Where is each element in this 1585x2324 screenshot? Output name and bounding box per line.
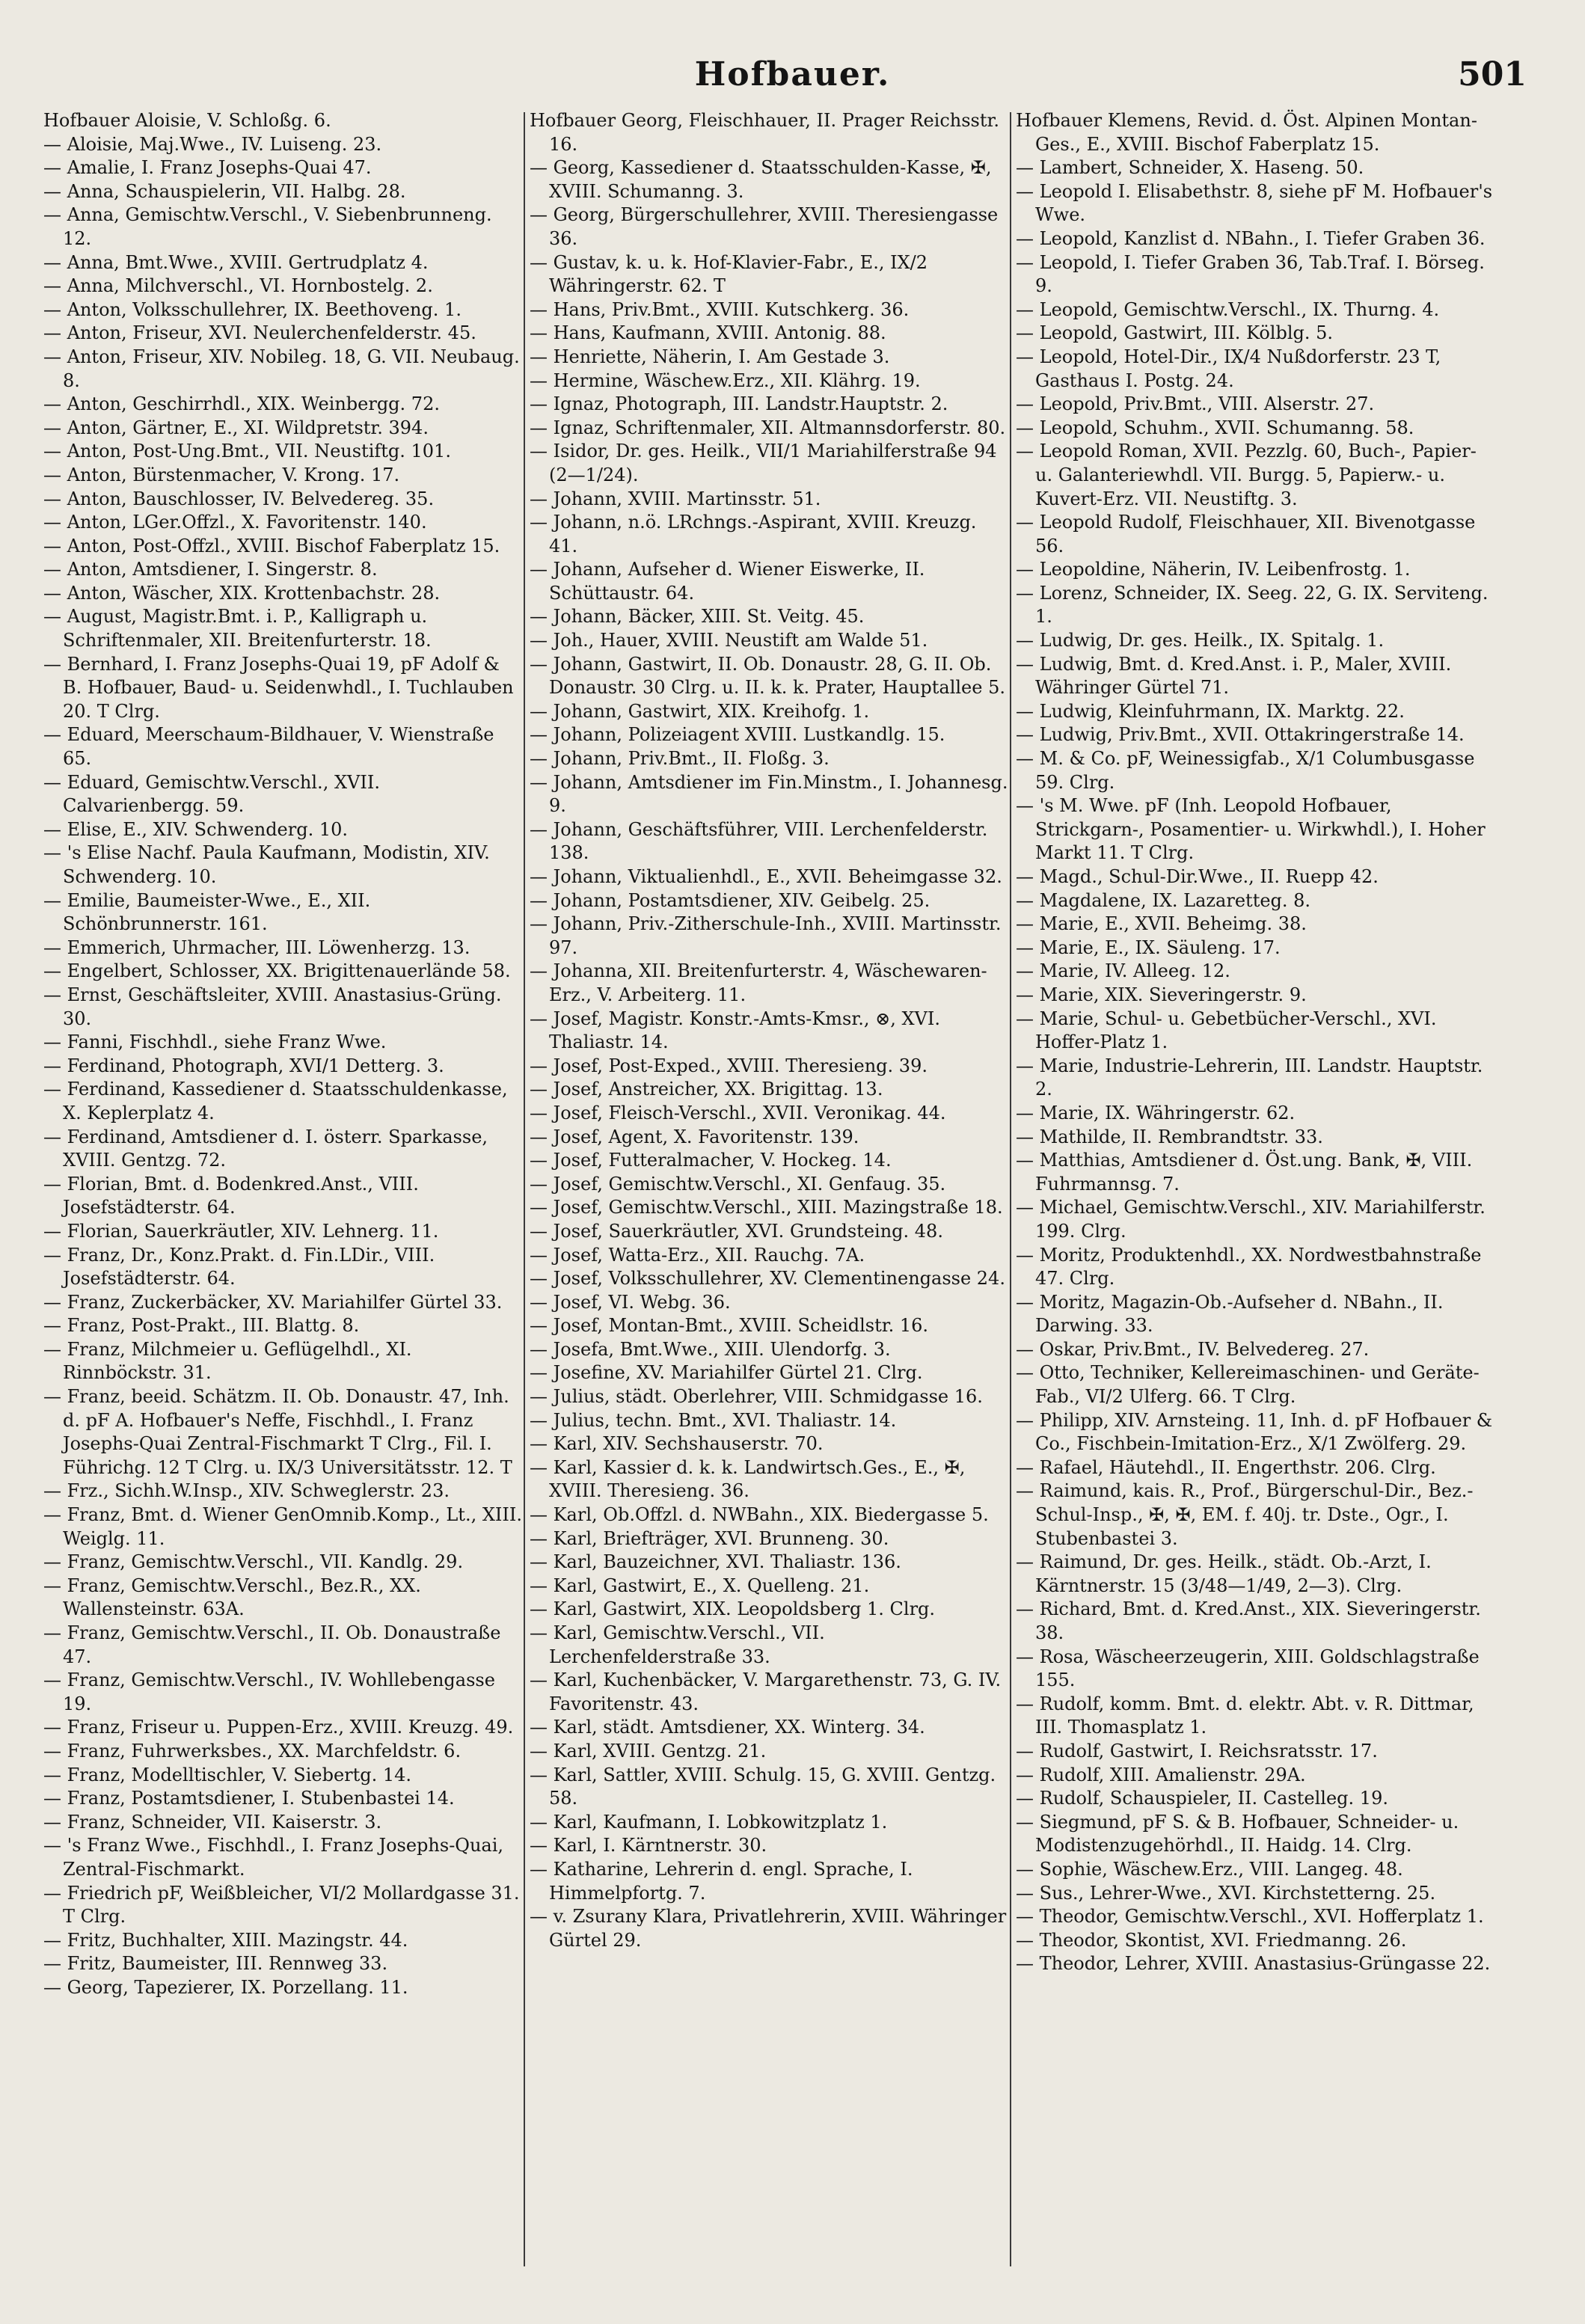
directory-entry: — Karl, Gastwirt, E., X. Quelleng. 21.	[530, 1575, 870, 1596]
directory-entry: — Johann, n.ö. LRchngs.-Aspirant, XVIII. Kreuzg. 41.	[530, 512, 977, 557]
directory-entry: — Hans, Kaufmann, XVIII. Antonig. 88.	[530, 322, 886, 344]
directory-entry: — Lorenz, Schneider, IX. Seeg. 22, G. IX. Serviteng. 1.	[1016, 582, 1489, 628]
directory-entry: Hofbauer Klemens, Revid. d. Öst. Alpinen Montan-Ges., E., XVIII. Bischof Faberplatz 15.	[1016, 110, 1477, 155]
directory-entry: — Aloisie, Maj.Wwe., IV. Luiseng. 23.	[43, 133, 382, 155]
directory-entry: — Johann, Priv.-Zitherschule-Inh., XVIII. Martinsstr. 97.	[530, 913, 1002, 958]
directory-entry: — Anton, LGer.Offzl., X. Favoritenstr. 140.	[43, 512, 427, 533]
directory-entry: — Moritz, Magazin-Ob.-Aufseher d. NBahn., II. Darwing. 33.	[1016, 1291, 1444, 1337]
directory-entry: — Leopold Roman, XVII. Pezzlg. 60, Buch-, Papier- u. Galanteriewhdl. VII. Burgg. 5, Papierw.- u. Kuvert-Erz. VII. Neustiftg. 3.	[1016, 441, 1477, 509]
directory-entry: — Amalie, I. Franz Josephs-Quai 47.	[43, 157, 372, 179]
directory-entry: — Marie, E., IX. Säuleng. 17.	[1016, 936, 1281, 958]
directory-entry: — Fritz, Buchhalter, XIII. Mazingstr. 44.	[43, 1929, 408, 1951]
directory-entry: — Isidor, Dr. ges. Heilk., VII/1 Mariahilferstraße 94 (2—1/24).	[530, 441, 997, 485]
column-1	[43, 109, 522, 2000]
directory-entry: — 's Elise Nachf. Paula Kaufmann, Modistin, XIV. Schwenderg. 10.	[43, 842, 490, 887]
directory-entry: — Anton, Post-Offzl., XVIII. Bischof Faberplatz 15.	[43, 535, 500, 557]
column-2	[530, 109, 1008, 1952]
directory-entry: — Bernhard, I. Franz Josephs-Quai 19, pF Adolf & B. Hofbauer, Baud- u. Seidenwhdl., I. Tuchlauben 20. T Clrg.	[43, 653, 514, 722]
directory-entry: — Marie, XIX. Sieveringerstr. 9.	[1016, 984, 1307, 1005]
directory-entry: — Karl, städt. Amtsdiener, XX. Winterg. 34.	[530, 1717, 925, 1738]
directory-entry: — Marie, Schul- u. Gebetbücher-Verschl., XVI. Hoffer-Platz 1.	[1016, 1008, 1437, 1053]
directory-entry: — Leopold, Priv.Bmt., VIII. Alserstr. 27.	[1016, 393, 1375, 415]
directory-entry: — Ludwig, Priv.Bmt., XVII. Ottakringerstraße 14.	[1016, 724, 1465, 746]
directory-entry: — Anton, Friseur, XVI. Neulerchenfelderstr. 45.	[43, 322, 476, 344]
directory-entry: — Franz, Postamtsdiener, I. Stubenbastei 14.	[43, 1788, 455, 1809]
directory-entry: — Karl, I. Kärntnerstr. 30.	[530, 1835, 767, 1857]
directory-entry: — M. & Co. pF, Weinessigfab., X/1 Columbusgasse 59. Clrg.	[1016, 748, 1475, 793]
directory-entry: — Fritz, Baumeister, III. Rennweg 33.	[43, 1953, 388, 1975]
directory-entry: — Rafael, Häutehdl., II. Engerthstr. 206. Clrg.	[1016, 1456, 1436, 1478]
directory-entry: — Rudolf, Schauspieler, II. Castelleg. 19.	[1016, 1788, 1388, 1809]
page-title: Hofbauer.	[694, 55, 891, 93]
directory-entry: — Frz., Sichh.W.Insp., XIV. Schweglerstr. 23.	[43, 1480, 450, 1502]
directory-entry: — Anna, Schauspielerin, VII. Halbg. 28.	[43, 180, 406, 202]
directory-entry: — Karl, Kaufmann, I. Lobkowitzplatz 1.	[530, 1811, 888, 1833]
directory-entry: — Anton, Bürstenmacher, V. Krong. 17.	[43, 464, 400, 485]
directory-entry: — Franz, Post-Prakt., III. Blattg. 8.	[43, 1315, 360, 1337]
directory-entry: — Moritz, Produktenhdl., XX. Nordwestbahnstraße 47. Clrg.	[1016, 1244, 1482, 1290]
directory-entry: — Henriette, Näherin, I. Am Gestade 3.	[530, 346, 890, 367]
directory-entry: — Anton, Volksschullehrer, IX. Beethoveng. 1.	[43, 298, 462, 320]
directory-entry: — Elise, E., XIV. Schwenderg. 10.	[43, 818, 349, 840]
directory-entry: — Raimund, Dr. ges. Heilk., städt. Ob.-Arzt, I. Kärntnerstr. 15 (3/48—1/49, 2—3). Clrg.	[1016, 1551, 1432, 1596]
directory-entry: — Emilie, Baumeister-Wwe., E., XII. Schönbrunnerstr. 161.	[43, 889, 371, 935]
directory-entry: — Raimund, kais. R., Prof., Bürgerschul-Dir., Bez.-Schul-Insp., ✠, ✠, EM. f. 40j. tr. Dste., Ogr., I. Stubenbastei 3.	[1016, 1480, 1474, 1549]
directory-entry: — Leopold I. Elisabethstr. 8, siehe pF M. Hofbauer's Wwe.	[1016, 180, 1493, 226]
directory-entry: — Hans, Priv.Bmt., XVIII. Kutschkerg. 36.	[530, 298, 910, 320]
directory-entry: — Marie, IV. Alleeg. 12.	[1016, 960, 1230, 982]
directory-entry: — Ludwig, Bmt. d. Kred.Anst. i. P., Maler, XVIII. Währinger Gürtel 71.	[1016, 653, 1452, 699]
directory-entry: — Magd., Schul-Dir.Wwe., II. Ruepp 42.	[1016, 866, 1379, 887]
directory-entry: — Florian, Sauerkräutler, XIV. Lehnerg. 11.	[43, 1220, 439, 1242]
column-rule	[1010, 112, 1011, 2266]
directory-entry: — Josef, Fleisch-Verschl., XVII. Veronikag. 44.	[530, 1102, 946, 1123]
directory-entry: — Florian, Bmt. d. Bodenkred.Anst., VIII. Josefstädterstr. 64.	[43, 1173, 419, 1218]
directory-entry: — Josef, Montan-Bmt., XVIII. Scheidlstr. 16.	[530, 1315, 929, 1337]
directory-entry: — Leopoldine, Näherin, IV. Leibenfrostg. 1.	[1016, 559, 1411, 580]
directory-entry: — Rosa, Wäscheerzeugerin, XIII. Goldschlagstraße 155.	[1016, 1646, 1480, 1691]
directory-entry: — Johann, XVIII. Martinsstr. 51.	[530, 488, 821, 509]
directory-entry: — Anton, Gärtner, E., XI. Wildpretstr. 394.	[43, 417, 429, 438]
directory-entry: — Georg, Kassediener d. Staatsschulden-Kasse, ✠, XVIII. Schumanng. 3.	[530, 157, 992, 202]
directory-entry: — Ferdinand, Kassediener d. Staatsschuldenkasse, X. Keplerplatz 4.	[43, 1079, 508, 1123]
directory-entry: — Lambert, Schneider, X. Haseng. 50.	[1016, 157, 1364, 179]
directory-entry: — Marie, IX. Währingerstr. 62.	[1016, 1102, 1296, 1123]
directory-entry: — Josef, Volksschullehrer, XV. Clementinengasse 24.	[530, 1268, 1005, 1290]
directory-entry: — Franz, Bmt. d. Wiener GenOmnib.Komp., Lt., XIII. Weiglg. 11.	[43, 1504, 522, 1549]
directory-entry: — Franz, Dr., Konz.Prakt. d. Fin.LDir., VIII. Josefstädterstr. 64.	[43, 1244, 435, 1290]
directory-entry: — Josefine, XV. Mariahilfer Gürtel 21. Clrg.	[530, 1362, 923, 1384]
directory-entry: — Franz, Gemischtw.Verschl., Bez.R., XX. Wallensteinstr. 63A.	[43, 1575, 421, 1620]
directory-entry: — Franz, Friseur u. Puppen-Erz., XVIII. Kreuzg. 49.	[43, 1717, 514, 1738]
directory-entry: — Magdalene, IX. Lazaretteg. 8.	[1016, 889, 1311, 911]
directory-entry: — Leopold, Schuhm., XVII. Schumanng. 58.	[1016, 417, 1414, 438]
directory-entry: — Theodor, Gemischtw.Verschl., XVI. Hofferplatz 1.	[1016, 1906, 1484, 1928]
directory-entry: — Franz, Schneider, VII. Kaiserstr. 3.	[43, 1811, 382, 1833]
directory-entry: — Johanna, XII. Breitenfurterstr. 4, Wäschewaren-Erz., V. Arbeiterg. 11.	[530, 960, 987, 1005]
directory-entry: — Franz, Gemischtw.Verschl., II. Ob. Donaustraße 47.	[43, 1622, 501, 1667]
directory-entry: — Karl, Ob.Offzl. d. NWBahn., XIX. Biedergasse 5.	[530, 1504, 989, 1526]
directory-entry: — Joh., Hauer, XVIII. Neustift am Walde 51.	[530, 630, 928, 651]
directory-entry: — Josef, Gemischtw.Verschl., XIII. Mazingstraße 18.	[530, 1197, 1003, 1218]
directory-entry: — Karl, Kassier d. k. k. Landwirtsch.Ges., E., ✠, XVIII. Theresieng. 36.	[530, 1456, 966, 1502]
directory-entry: — Leopold, I. Tiefer Graben 36, Tab.Traf. I. Börseg. 9.	[1016, 251, 1485, 297]
directory-entry: — Anton, Amtsdiener, I. Singerstr. 8.	[43, 559, 378, 580]
directory-entry: — Marie, Industrie-Lehrerin, III. Landstr. Hauptstr. 2.	[1016, 1055, 1483, 1100]
directory-entry: — Franz, Milchmeier u. Geflügelhdl., XI. Rinnböckstr. 31.	[43, 1338, 412, 1384]
directory-entry: — Ferdinand, Photograph, XVI/1 Detterg. 3.	[43, 1055, 444, 1076]
directory-entry: — Johann, Amtsdiener im Fin.Minstm., I. Johannesg. 9.	[530, 771, 1008, 817]
directory-entry: — Franz, Zuckerbäcker, XV. Mariahilfer Gürtel 33.	[43, 1291, 503, 1313]
directory-entry: — Philipp, XIV. Arnsteing. 11, Inh. d. pF Hofbauer & Co., Fischbein-Imitation-Erz., X/1 Zwölferg. 29.	[1016, 1409, 1493, 1455]
directory-entry: — Ernst, Geschäftsleiter, XVIII. Anastasius-Grüng. 30.	[43, 984, 502, 1029]
directory-entry: — Anton, Bauschlosser, IV. Belvedereg. 35.	[43, 488, 435, 509]
directory-entry: — Anna, Milchverschl., VI. Hornbostelg. 2.	[43, 275, 433, 297]
directory-entry: — Eduard, Meerschaum-Bildhauer, V. Wienstraße 65.	[43, 724, 494, 770]
directory-entry: — Katharine, Lehrerin d. engl. Sprache, I. Himmelpfortg. 7.	[530, 1858, 913, 1904]
directory-entry: — Ferdinand, Amtsdiener d. I. österr. Sparkasse, XVIII. Gentzg. 72.	[43, 1126, 488, 1171]
directory-entry: — Karl, Kuchenbäcker, V. Margarethenstr. 73, G. IV. Favoritenstr. 43.	[530, 1670, 1002, 1714]
directory-entry: — Josef, Watta-Erz., XII. Rauchg. 7A.	[530, 1244, 865, 1266]
page-header	[0, 46, 1585, 106]
directory-entry: — 's M. Wwe. pF (Inh. Leopold Hofbauer, Strickgarn-, Posamentier- u. Wirkwhdl.), I. Hoher Markt 11. T Clrg.	[1016, 795, 1486, 864]
directory-entry: — Theodor, Skontist, XVI. Friedmanng. 26.	[1016, 1929, 1407, 1951]
directory-entry: — Matthias, Amtsdiener d. Öst.ung. Bank, ✠, VIII. Fuhrmannsg. 7.	[1016, 1150, 1473, 1195]
directory-entry: — Johann, Gastwirt, XIX. Kreihofg. 1.	[530, 700, 870, 722]
directory-entry: — Leopold, Kanzlist d. NBahn., I. Tiefer Graben 36.	[1016, 227, 1486, 249]
directory-entry: — Josef, Agent, X. Favoritenstr. 139.	[530, 1126, 859, 1147]
directory-entry: — Sus., Lehrer-Wwe., XVI. Kirchstetterng. 25.	[1016, 1882, 1436, 1904]
directory-entry: — Michael, Gemischtw.Verschl., XIV. Mariahilferstr. 199. Clrg.	[1016, 1197, 1486, 1242]
directory-entry: — Johann, Geschäftsführer, VIII. Lerchenfelderstr. 138.	[530, 818, 988, 864]
directory-entry: — Anton, Geschirrhdl., XIX. Weinbergg. 72.	[43, 393, 440, 415]
directory-entry: — Karl, XVIII. Gentzg. 21.	[530, 1740, 767, 1762]
directory-entry: — Otto, Techniker, Kellereimaschinen- und Geräte-Fab., VI/2 Ulferg. 66. T Clrg.	[1016, 1362, 1480, 1408]
directory-entry: — Rudolf, komm. Bmt. d. elektr. Abt. v. R. Dittmar, III. Thomasplatz 1.	[1016, 1693, 1474, 1738]
directory-entry: — Josefa, Bmt.Wwe., XIII. Ulendorfg. 3.	[530, 1338, 891, 1360]
directory-entry: — Franz, Modelltischler, V. Siebertg. 14.	[43, 1764, 412, 1785]
directory-entry: — Engelbert, Schlosser, XX. Brigittenauerlände 58.	[43, 960, 511, 982]
directory-entry: — Marie, E., XVII. Beheimg. 38.	[1016, 913, 1307, 935]
directory-entry: — Josef, Gemischtw.Verschl., XI. Genfaug. 35.	[530, 1173, 946, 1195]
directory-entry: — Fanni, Fischhdl., siehe Franz Wwe.	[43, 1031, 387, 1053]
directory-entry: — Richard, Bmt. d. Kred.Anst., XIX. Sieveringerstr. 38.	[1016, 1598, 1481, 1643]
directory-entry: — Anna, Gemischtw.Verschl., V. Siebenbrunneng. 12.	[43, 204, 492, 249]
column-3	[1016, 109, 1494, 1976]
directory-entry: — Karl, Gastwirt, XIX. Leopoldsberg 1. Clrg.	[530, 1598, 936, 1620]
directory-entry: — Hermine, Wäschew.Erz., XII. Klährg. 19.	[530, 370, 921, 391]
column-rule	[524, 112, 525, 2266]
directory-entry: — Franz, Fuhrwerksbes., XX. Marchfeldstr. 6.	[43, 1740, 462, 1762]
directory-entry: — Ignaz, Photograph, III. Landstr.Hauptstr. 2.	[530, 393, 948, 415]
directory-entry: — Rudolf, Gastwirt, I. Reichsratsstr. 17.	[1016, 1740, 1378, 1762]
directory-entry: — Josef, Anstreicher, XX. Brigittag. 13.	[530, 1079, 883, 1100]
directory-entry: — Anton, Friseur, XIV. Nobileg. 18, G. VII. Neubaug. 8.	[43, 346, 520, 391]
directory-entry: — Theodor, Lehrer, XVIII. Anastasius-Grüngasse 22.	[1016, 1953, 1491, 1975]
directory-entry: — Ignaz, Schriftenmaler, XII. Altmannsdorferstr. 80.	[530, 417, 1006, 438]
directory-entry: — Siegmund, pF S. & B. Hofbauer, Schneider- u. Modistenzugehörhdl., II. Haidg. 14. Clrg.	[1016, 1811, 1459, 1857]
directory-entry: Hofbauer Georg, Fleischhauer, II. Prager Reichsstr. 16.	[530, 110, 999, 155]
directory-entry: — Johann, Gastwirt, II. Ob. Donaustr. 28, G. II. Ob. Donaustr. 30 Clrg. u. II. k. k. Prater, Hauptallee 5.	[530, 653, 1005, 699]
directory-entry: — Rudolf, XIII. Amalienstr. 29A.	[1016, 1764, 1306, 1785]
directory-entry: — Emmerich, Uhrmacher, III. Löwenherzg. 13.	[43, 936, 470, 958]
directory-entry: — Georg, Tapezierer, IX. Porzellang. 11.	[43, 1976, 408, 1998]
directory-entry: — Johann, Aufseher d. Wiener Eiswerke, II. Schüttaustr. 64.	[530, 559, 925, 604]
directory-entry: — 's Franz Wwe., Fischhdl., I. Franz Josephs-Quai, Zentral-Fischmarkt.	[43, 1835, 504, 1880]
directory-entry: — Karl, Bauzeichner, XVI. Thaliastr. 136.	[530, 1551, 901, 1573]
directory-entry: — Johann, Bäcker, XIII. St. Veitg. 45.	[530, 606, 865, 628]
directory-entry: — Julius, techn. Bmt., XVI. Thaliastr. 14.	[530, 1409, 897, 1431]
directory-entry: — Friedrich pF, Weißbleicher, VI/2 Mollardgasse 31. T Clrg.	[43, 1882, 520, 1928]
directory-entry: — Franz, beeid. Schätzm. II. Ob. Donaustr. 47, Inh. d. pF A. Hofbauer's Neffe, Fischhdl., I. Franz Josephs-Quai Zentral-Fischmarkt T Clrg., Fil. I. Führichg. 12 T Clrg. u. IX/3 Universitätsstr. 12. T	[43, 1386, 512, 1478]
directory-entry: — Georg, Bürgerschullehrer, XVIII. Theresiengasse 36.	[530, 204, 999, 249]
directory-entry: — Leopold Rudolf, Fleischhauer, XII. Bivenotgasse 56.	[1016, 512, 1476, 557]
directory-entry: — August, Magistr.Bmt. i. P., Kalligraph u. Schriftenmaler, XII. Breitenfurterstr. 18.	[43, 606, 432, 651]
directory-entry: — Franz, Gemischtw.Verschl., IV. Wohllebengasse 19.	[43, 1670, 495, 1714]
directory-entry: — Eduard, Gemischtw.Verschl., XVII. Calvarienbergg. 59.	[43, 771, 380, 817]
directory-entry: — Mathilde, II. Rembrandtstr. 33.	[1016, 1126, 1323, 1147]
directory-entry: — Johann, Postamtsdiener, XIV. Geibelg. 25.	[530, 889, 931, 911]
directory-entry: — Josef, VI. Webg. 36.	[530, 1291, 731, 1313]
directory-entry: — Karl, Briefträger, XVI. Brunneng. 30.	[530, 1527, 889, 1549]
directory-entry: — Sophie, Wäschew.Erz., VIII. Langeg. 48.	[1016, 1858, 1403, 1880]
directory-entry: — Johann, Priv.Bmt., II. Floßg. 3.	[530, 748, 830, 770]
directory-entry: — Anton, Post-Ung.Bmt., VII. Neustiftg. 101.	[43, 441, 451, 462]
directory-entry: — Karl, Sattler, XVIII. Schulg. 15, G. XVIII. Gentzg. 58.	[530, 1764, 996, 1809]
directory-entry: — Franz, Gemischtw.Verschl., VII. Kandlg. 29.	[43, 1551, 464, 1573]
directory-entry: — Anton, Wäscher, XIX. Krottenbachstr. 28.	[43, 582, 441, 604]
directory-entry: — Karl, XIV. Sechshauserstr. 70.	[530, 1433, 824, 1455]
directory-entry: — Josef, Magistr. Konstr.-Amts-Kmsr., ⊗, XVI. Thaliastr. 14.	[530, 1008, 940, 1053]
directory-entry: — Leopold, Gastwirt, III. Kölblg. 5.	[1016, 322, 1334, 344]
directory-entry: — v. Zsurany Klara, Privatlehrerin, XVIII. Währinger Gürtel 29.	[530, 1906, 1007, 1951]
directory-entry: — Leopold, Hotel-Dir., IX/4 Nußdorferstr. 23 T, Gasthaus I. Postg. 24.	[1016, 346, 1441, 391]
directory-entry: — Karl, Gemischtw.Verschl., VII. Lerchenfelderstraße 33.	[530, 1622, 825, 1667]
directory-entry: — Oskar, Priv.Bmt., IV. Belvedereg. 27.	[1016, 1338, 1370, 1360]
directory-entry: — Julius, städt. Oberlehrer, VIII. Schmidgasse 16.	[530, 1386, 983, 1408]
directory-entry: — Josef, Post-Exped., XVIII. Theresieng. 39.	[530, 1055, 928, 1076]
directory-entry: — Josef, Sauerkräutler, XVI. Grundsteing. 48.	[530, 1220, 943, 1242]
directory-entry: Hofbauer Aloisie, V. Schloßg. 6.	[43, 110, 331, 131]
directory-entry: — Josef, Futteralmacher, V. Hockeg. 14.	[530, 1150, 892, 1171]
directory-entry: — Ludwig, Dr. ges. Heilk., IX. Spitalg. 1.	[1016, 630, 1385, 651]
directory-entry: — Anna, Bmt.Wwe., XVIII. Gertrudplatz 4.	[43, 251, 429, 273]
directory-entry: — Ludwig, Kleinfuhrmann, IX. Marktg. 22.	[1016, 700, 1405, 722]
directory-entry: — Johann, Viktualienhdl., E., XVII. Beheimgasse 32.	[530, 866, 1002, 887]
directory-entry: — Leopold, Gemischtw.Verschl., IX. Thurng. 4.	[1016, 298, 1440, 320]
page-number: 501	[1458, 55, 1527, 93]
directory-entry: — Gustav, k. u. k. Hof-Klavier-Fabr., E., IX/2 Währingerstr. 62. T	[530, 251, 928, 297]
directory-entry: — Johann, Polizeiagent XVIII. Lustkandlg. 15.	[530, 724, 945, 746]
